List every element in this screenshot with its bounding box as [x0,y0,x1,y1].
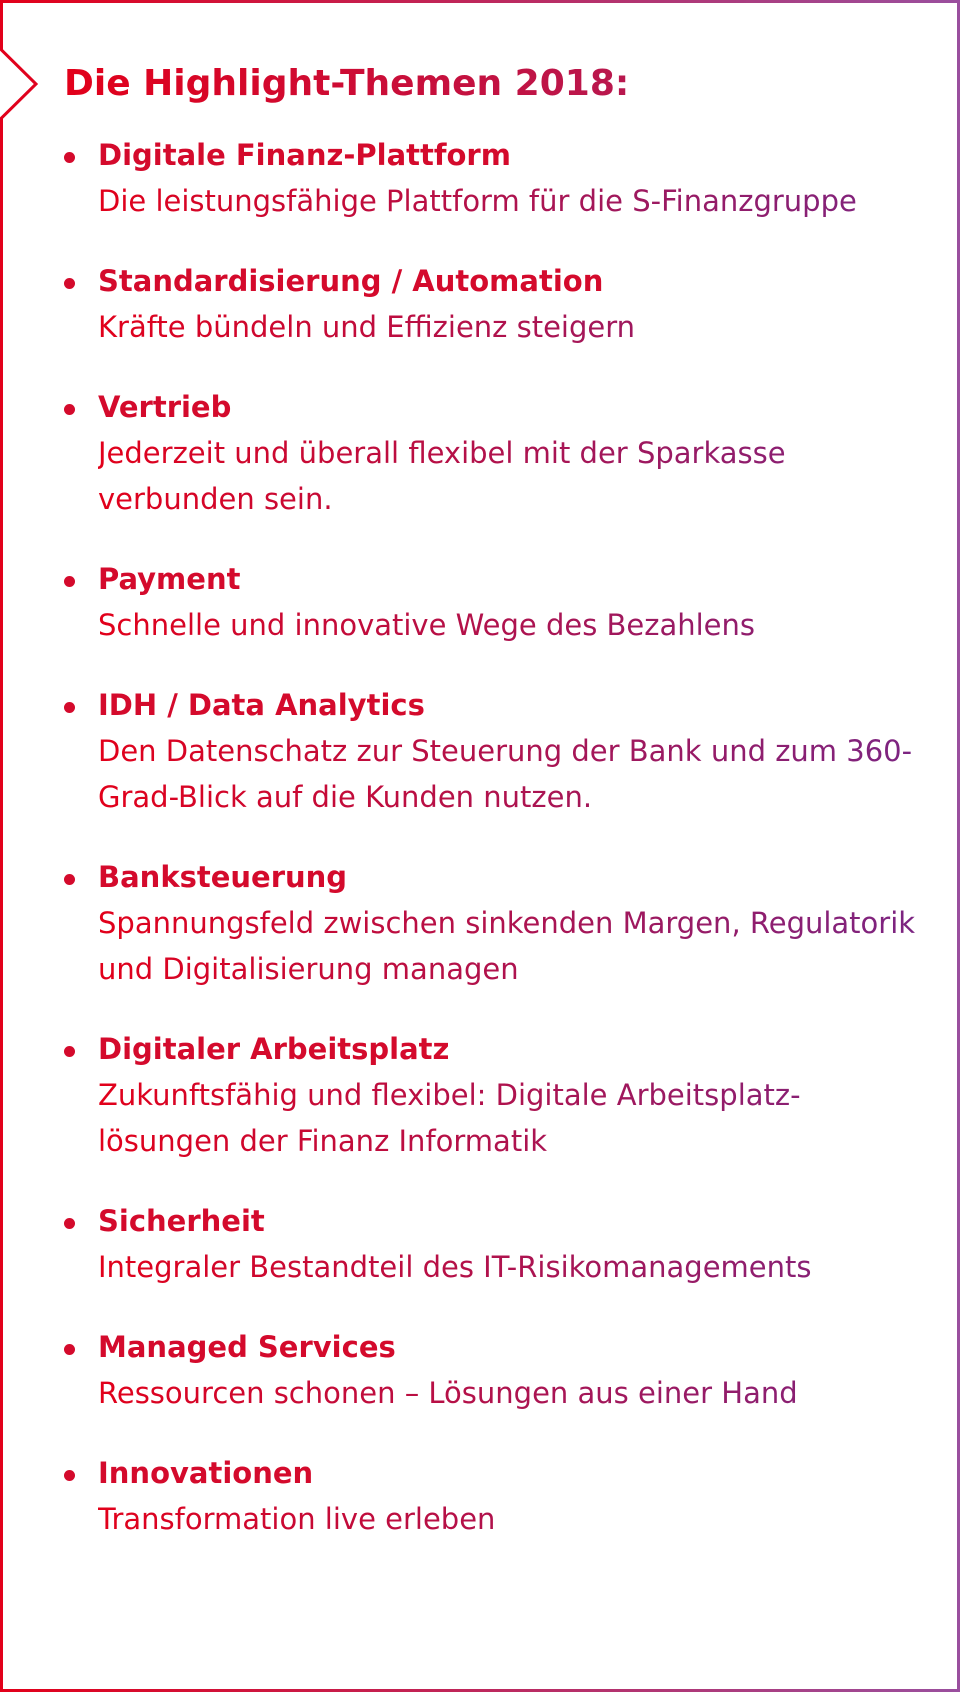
bullet-icon [64,278,75,289]
topic-description: Kräfte bündeln und Effizienz steigern [98,304,924,350]
bullet-icon [64,404,75,415]
topic-heading: Vertrieb [98,390,232,424]
topic-heading: Digitaler Arbeitsplatz [98,1032,450,1066]
bullet-icon [64,152,75,163]
topic-description: Ressourcen schonen – Lösungen aus einer Hand [98,1370,924,1416]
topic-heading: Innovationen [98,1456,314,1490]
list-item [64,682,924,820]
topic-heading: Sicherheit [98,1204,265,1238]
list-item [64,556,924,648]
topic-description: Integraler Bestandteil des IT-Risikomanagements [98,1244,924,1290]
topic-heading: Managed Services [98,1330,396,1364]
list-item [64,132,924,224]
bullet-icon [64,702,75,713]
topic-list [64,132,924,1542]
topic-heading: Banksteuerung [98,860,348,894]
list-item [64,854,924,992]
topic-description: Die leistungsfähige Plattform für die S-Finanzgruppe [98,178,924,224]
list-item [64,1324,924,1416]
topic-description: Zukunftsfähig und flexibel: Digitale Arbeitsplatz-lösungen der Finanz Informatik [98,1072,924,1164]
bullet-icon [64,1470,75,1481]
topic-description: Schnelle und innovative Wege des Bezahlens [98,602,924,648]
list-item [64,1198,924,1290]
topic-heading: IDH / Data Analytics [98,688,425,722]
topic-description: Transformation live erleben [98,1496,924,1542]
list-item [64,258,924,350]
topic-description: Jederzeit und überall flexibel mit der Sparkasse verbunden sein. [98,430,924,522]
bullet-icon [64,874,75,885]
bullet-icon [64,1344,75,1355]
topic-description: Den Datenschatz zur Steuerung der Bank und zum 360-Grad-Blick auf die Kunden nutzen. [98,728,924,820]
topic-heading: Standardisierung / Automation [98,264,604,298]
list-item [64,1026,924,1164]
bullet-icon [64,1046,75,1057]
highlight-topics-panel [64,60,924,1576]
bullet-icon [64,576,75,587]
list-item [64,1450,924,1542]
topic-heading: Digitale Finanz-Plattform [98,138,511,172]
topic-heading: Payment [98,562,241,596]
bullet-icon [64,1218,75,1229]
list-item [64,384,924,522]
topic-description: Spannungsfeld zwischen sinkenden Margen, Regulatorik und Digitalisierung managen [98,900,924,992]
page-title: Die Highlight-Themen 2018: [64,60,924,108]
